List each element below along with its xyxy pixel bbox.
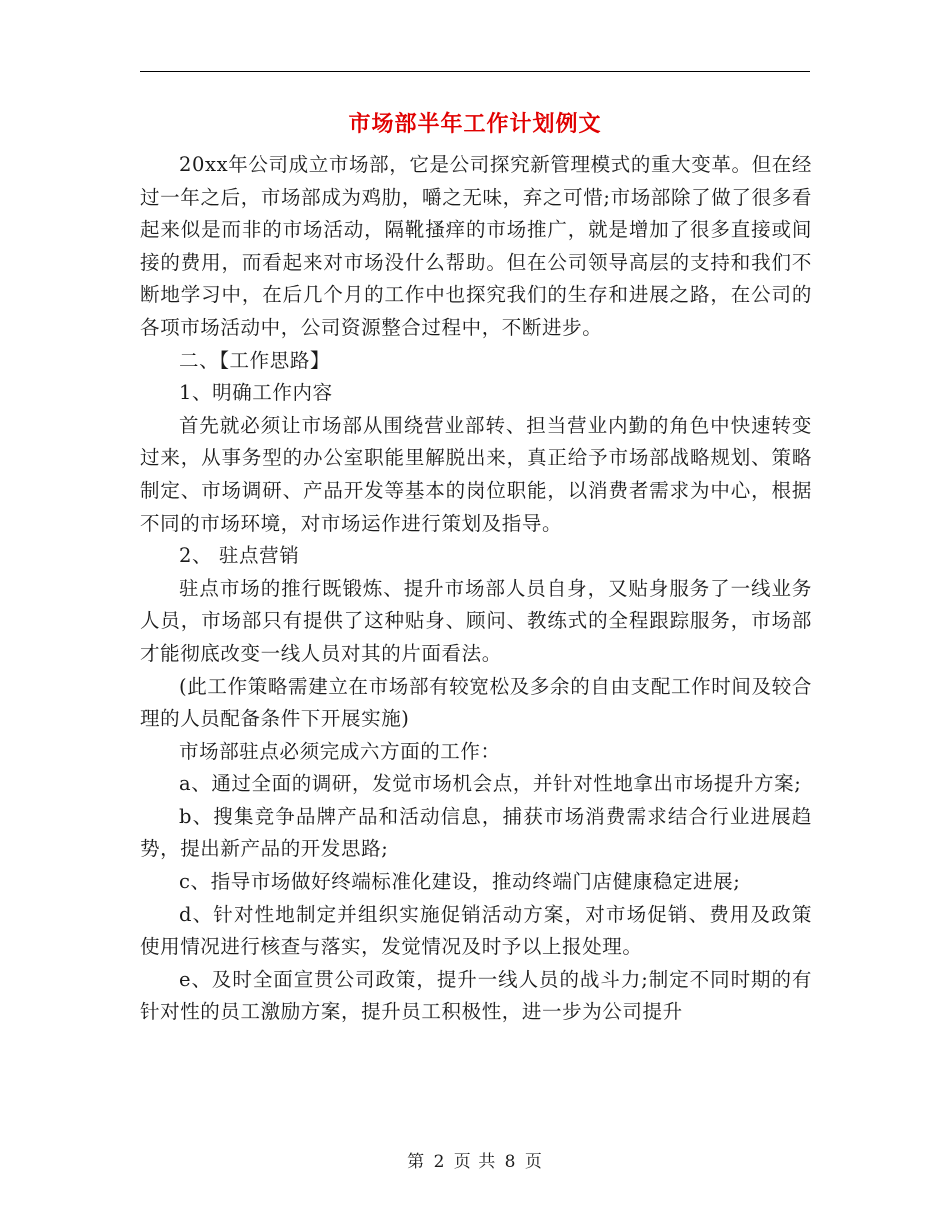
footer-suffix: 页	[524, 1152, 543, 1172]
list-item-d: d、针对性地制定并组织实施促销活动方案，对市场促销、费用及政策使用情况进行核查与落实，发觉情况及时予以上报处理。	[140, 902, 812, 959]
list-item-b: b、搜集竞争品牌产品和活动信息，捕获市场消费需求结合行业进展趋势，提出新产品的开发思路;	[140, 804, 812, 861]
paragraph-intro: 20xx年公司成立市场部，它是公司探究新管理模式的重大变革。但在经过一年之后，市场部成为鸡肋，嚼之无味，弃之可惜;市场部除了做了很多看起来似是而非的市场活动，隔靴搔痒的市场推广，就是增加了很多直接或间接的费用，而看起来对市场没什么帮助。但在公司领导高层的支持和我们不断地学习中，在后几个月的工作中也探究我们的生存和进展之路，在公司的各项市场活动中，公司资源整合过程中，不断进步。	[140, 153, 812, 339]
paragraph-clarify-work: 首先就必须让市场部从围绕营业部转、担当营业内勤的角色中快速转变过来，从事务型的办公室职能里解脱出来，真正给予市场部战略规划、策略制定、市场调研、产品开发等基本的岗位职能，以消费者需求为中心，根据不同的市场环境，对市场运作进行策划及指导。	[140, 413, 812, 535]
footer-prefix: 第	[407, 1152, 426, 1172]
header-rule	[140, 71, 810, 72]
section-heading-work-ideas: 二、【工作思路】	[179, 348, 331, 372]
list-item-e: e、及时全面宣贯公司政策，提升一线人员的战斗力;制定不同时期的有针对性的员工激励方案，提升员工积极性，进一步为公司提升	[140, 967, 812, 1024]
paragraph-onsite-marketing: 驻点市场的推行既锻炼、提升市场部人员自身，又贴身服务了一线业务人员，市场部只有提供了这种贴身、顾问、教练式的全程跟踪服务，市场部才能彻底改变一线人员对其的片面看法。	[140, 576, 812, 665]
paragraph-strategy-note: (此工作策略需建立在市场部有较宽松及多余的自由支配工作时间及较合理的人员配备条件下开展实施)	[140, 674, 812, 731]
subheading-onsite-marketing: 2、 驻点营销	[179, 544, 300, 568]
footer-middle: 页 共	[453, 1152, 497, 1172]
document-body	[140, 149, 812, 1029]
subheading-clarify-work: 1、明确工作内容	[179, 381, 333, 405]
page-footer	[0, 1150, 950, 1174]
footer-current-page: 2	[433, 1152, 446, 1172]
paragraph-six-tasks-intro: 市场部驻点必须完成六方面的工作：	[179, 739, 501, 763]
footer-total-pages: 8	[504, 1152, 517, 1172]
document-title: 市场部半年工作计划例文	[348, 111, 602, 137]
list-item-c: c、指导市场做好终端标准化建设，推动终端门店健康稳定进展;	[179, 870, 741, 894]
list-item-a: a、通过全面的调研，发觉市场机会点，并针对性地拿出市场提升方案;	[179, 772, 802, 796]
